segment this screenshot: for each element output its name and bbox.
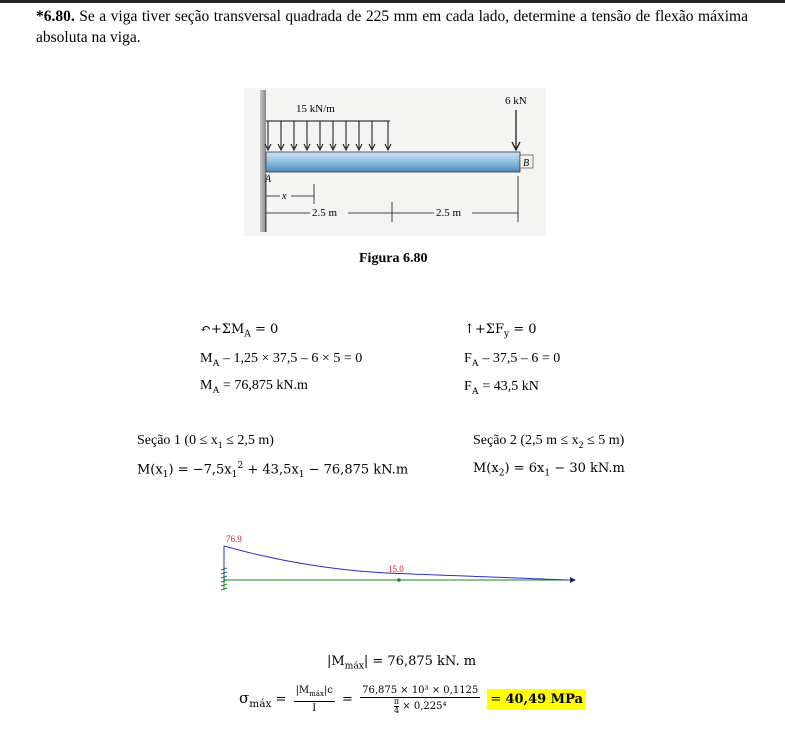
force-equilibrium-title: $↑+\Sigma F_y = 0$ [464,322,537,340]
mmax-line: $|M_{máx}| = 76,875$ kN. m [327,654,477,672]
section-2-equation: $M(x_2) = 6x_1 - 30$ kN.m [473,461,625,479]
force-result: $F_A = 43,5$ kN [464,379,539,397]
beam-figure [244,88,546,236]
section-2-title: Seção 2 (2,5 $m \le x_2 \le 5$ m) [473,433,625,451]
point-b-label: B [523,158,530,169]
section-1-title: Seção 1 ($0 \le x_1 \le 2,5$ m) [137,433,274,451]
dim-label-1: 2.5 m [312,207,338,219]
figure-caption: Figura 6.80 [359,251,428,266]
problem-number: *6.80. [36,8,75,25]
distributed-load-label: 15 kN/m [296,103,335,115]
axis-arrow-icon [570,577,576,583]
dim-label-2: 2.5 m [436,207,462,219]
fraction-numeric: 76,875 × 10³ × 0,1125 $\frac{\pi}{4}$ × 0,225⁴ [362,685,479,715]
section-1-equation: $M(x_1) = -7,5x_1^2 + 43,5x_1 - 76,875$ kN.m [137,461,409,480]
beam [266,152,520,172]
point-load-label: 6 kN [505,95,527,107]
point-a-label: A [265,174,272,185]
fraction-symbolic: $\frac{|M_{máx}|c}{I}$ [295,685,333,714]
problem-text: Se a viga tiver seção transversal quadrada de 225 mm em cada lado, determine a tensão de flexão máxima absoluta na viga. [36,8,748,46]
moment-equilibrium-title: $↶+\Sigma M_A = 0$ [200,322,279,340]
moment-curve [224,546,568,580]
mid-point-marker [397,578,401,582]
moment-max-label: 76.9 [226,534,242,544]
top-border [0,0,785,3]
moment-equation: $M_A - 1,25 \times 37,5 - 6 \times 5 = 0$ [200,351,363,369]
moment-result: $M_A = 76,875$ kN.m [200,378,308,396]
answer-highlight: = 40,49 MPa [487,689,586,710]
moment-mid-label: 15.0 [388,564,404,574]
moment-diagram [218,532,584,594]
x-label: x [282,191,287,202]
sigma-symbol: $\sigma_{máx}$ [239,689,272,710]
stress-formula: $\sigma_{máx}$ = $\frac{|M_{máx}|c}{I}$ = 76,875 × 10³ × 0,1125 $\frac{\pi}{4}$ × 0,225⁴ = 40,49 MPa [239,684,586,715]
problem-statement [36,6,748,48]
fixed-support-wall [260,90,266,232]
force-equation: $F_A - 37,5 - 6 = 0$ [464,351,561,369]
